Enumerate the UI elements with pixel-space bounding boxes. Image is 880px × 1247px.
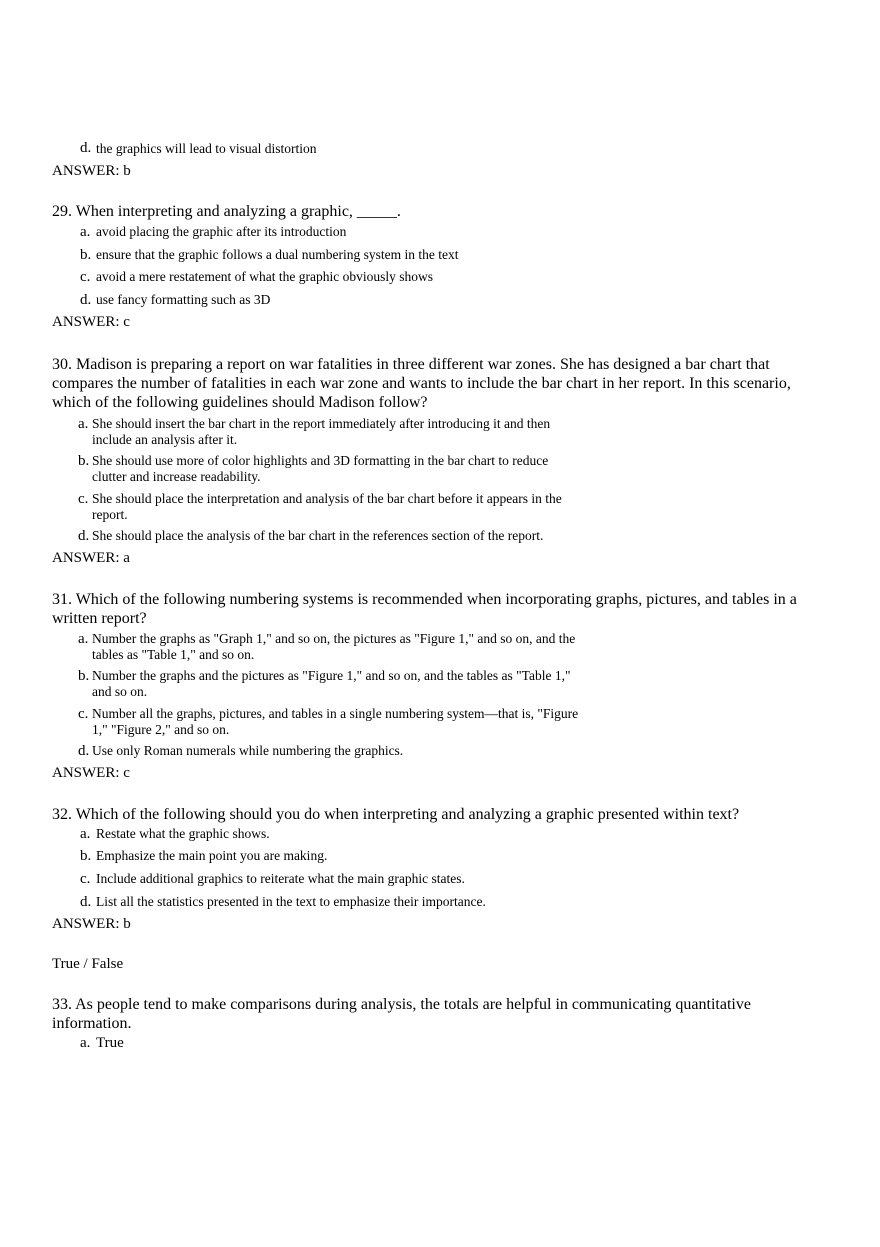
option-letter: b. [78,453,90,469]
question-31-stem: 31. Which of the following numbering systems is recommended when incorporating graphs, pictures, and tables in a written report? [52,591,797,627]
option-text: She should place the analysis of the bar chart in the references section of the report. [92,528,544,543]
question-32-stem: 32. Which of the following should you do when interpreting and analyzing a graphic presented within text? [52,806,740,823]
question-30-stem: 30. Madison is preparing a report on war fatalities in three different war zones. She has designed a bar chart that compares the number of fatalities in each war zone and wants to include the bar chart in her report. In this scenario, which of the following guidelines should Madison follow? [52,356,791,411]
option-letter: a. [80,826,91,842]
answer-line: ANSWER: c [52,765,130,781]
option-letter: b. [78,668,90,684]
option-text: She should insert the bar chart in the report immediately after introducing it and then include an analysis after it. [92,416,551,447]
question-29-stem: 29. When interpreting and analyzing a graphic, _____. [52,203,401,220]
option-letter: b. [80,247,92,263]
section-heading: True / False [52,956,124,972]
option-letter: a. [80,1035,91,1051]
option-letter: b. [80,848,92,864]
option-letter: c. [80,871,91,887]
option-text: avoid a mere restatement of what the graphic obviously shows [96,269,434,284]
option-letter: a. [78,631,89,647]
option-letter: a. [78,416,89,432]
option-text: She should place the interpretation and analysis of the bar chart before it appears in the report. [92,491,562,522]
option-letter: d. [78,528,90,544]
option-text: Number the graphs as "Graph 1," and so on, the pictures as "Figure 1," and so on, and the tables as "Table 1," and so on. [92,631,576,662]
option-text: Include additional graphics to reiterate what the main graphic states. [96,871,465,886]
option-text: avoid placing the graphic after its introduction [96,224,347,239]
option-letter: c. [78,491,89,507]
option-text: use fancy formatting such as 3D [96,292,271,307]
option-letter: d. [80,292,92,308]
option-letter: a. [80,224,91,240]
option-text: Number the graphs and the pictures as "Figure 1," and so on, and the tables as "Table 1," and so on. [92,668,571,699]
option-text: ensure that the graphic follows a dual numbering system in the text [96,247,459,262]
option-text: Restate what the graphic shows. [96,826,270,841]
answer-line: ANSWER: c [52,314,130,330]
answer-line: ANSWER: b [52,916,131,932]
option-letter: c. [80,269,91,285]
answer-line: ANSWER: b [52,163,131,179]
option-letter: d. [78,743,90,759]
option-letter: d. [80,894,92,910]
option-text: Number all the graphs, pictures, and tables in a single numbering system—that is, "Figure 1," "Figure 2," and so on. [92,706,579,737]
answer-line: ANSWER: a [52,550,130,566]
option-text: List all the statistics presented in the text to emphasize their importance. [96,894,486,909]
option-text: the graphics will lead to visual distortion [96,141,317,156]
option-text: Emphasize the main point you are making. [96,848,328,863]
option-text: True [96,1035,124,1051]
option-letter: c. [78,706,89,722]
option-text: She should use more of color highlights and 3D formatting in the bar chart to reduce clutter and increase readability. [92,453,549,484]
question-33-stem: 33. As people tend to make comparisons during analysis, the totals are helpful in communicating quantitative information. [52,996,751,1032]
option-text: Use only Roman numerals while numbering the graphics. [92,743,404,758]
option-letter: d. [80,140,92,156]
